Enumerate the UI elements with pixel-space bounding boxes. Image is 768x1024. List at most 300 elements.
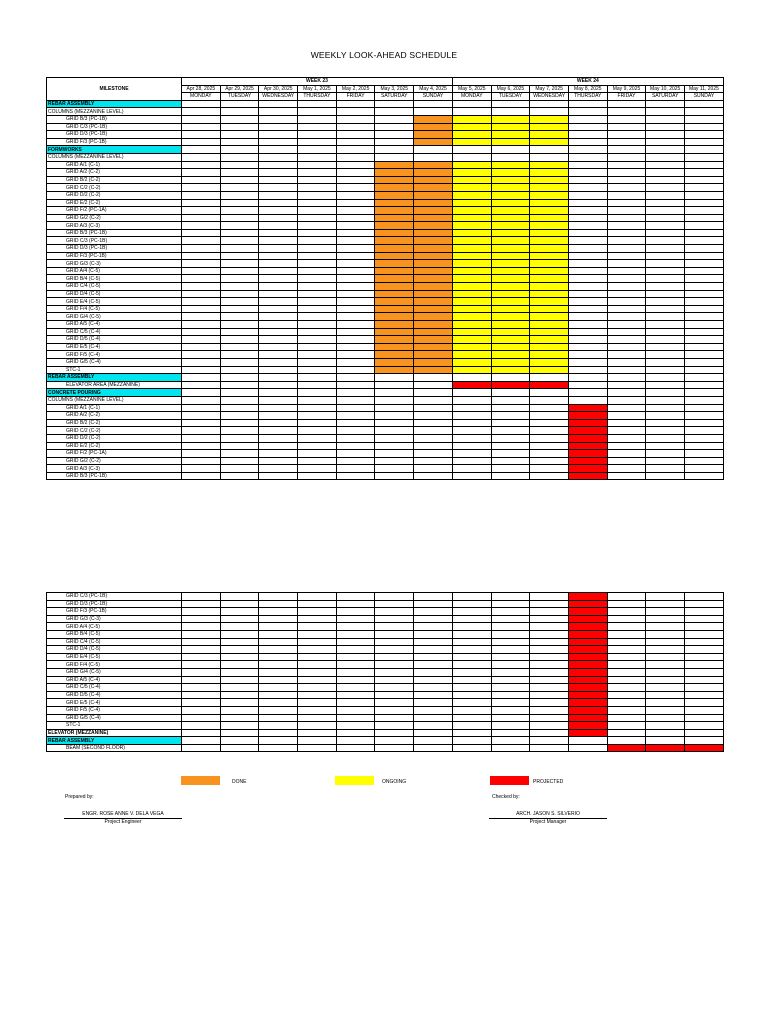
schedule-cell [491,744,530,752]
milestone-label: GRID D/5 (C-4) [47,336,182,344]
schedule-cell [491,442,530,450]
schedule-cell [414,661,453,669]
schedule-cell [414,404,453,412]
schedule-cell [568,744,607,752]
schedule-cell [491,283,530,291]
table-row [47,260,724,268]
schedule-cell [298,465,337,473]
schedule-cell [375,100,414,108]
schedule-cell [298,214,337,222]
schedule-cell [220,442,259,450]
schedule-cell [336,737,375,745]
schedule-cell [298,222,337,230]
schedule-cell [375,351,414,359]
schedule-cell [568,646,607,654]
section-label: REBAR ASSEMBLY [47,737,182,745]
schedule-cell [182,442,221,450]
schedule-cell [452,161,491,169]
milestone-label: GRID D/5 (C-4) [47,691,182,699]
schedule-cell [684,661,723,669]
schedule-cell [685,343,724,351]
schedule-cell [259,472,298,480]
schedule-cell [336,472,375,480]
schedule-cell [414,176,453,184]
schedule-cell [607,691,646,699]
schedule-cell [298,328,337,336]
schedule-cell [491,275,530,283]
schedule-cell [452,115,491,123]
schedule-cell [452,176,491,184]
schedule-cell [182,691,221,699]
schedule-cell [491,593,530,601]
schedule-cell [646,450,685,458]
section-label: REBAR ASSEMBLY [47,374,182,382]
schedule-cell [607,412,646,420]
schedule-cell [452,668,491,676]
schedule-cell [336,207,375,215]
schedule-cell [259,615,298,623]
table-row [47,450,724,458]
schedule-cell [414,245,453,253]
schedule-cell [491,668,530,676]
schedule-cell [298,396,337,404]
schedule-cell [336,298,375,306]
schedule-cell [646,714,685,722]
schedule-cell [298,646,337,654]
schedule-cell [375,630,414,638]
schedule-cell [298,336,337,344]
schedule-cell [375,427,414,435]
schedule-cell [182,260,221,268]
schedule-cell [607,653,646,661]
milestone-label: GRID C/5 (C-4) [47,328,182,336]
schedule-cell [568,661,607,669]
schedule-cell [182,699,221,707]
table-row [47,100,724,108]
schedule-cell [375,222,414,230]
table-row [47,381,724,389]
schedule-cell [646,252,685,260]
schedule-cell [375,608,414,616]
schedule-cell [298,457,337,465]
legend-ongoing-swatch [335,776,374,785]
schedule-cell [182,389,221,397]
schedule-cell [684,600,723,608]
schedule-cell [259,275,298,283]
schedule-cell [182,351,221,359]
schedule-cell [607,427,646,435]
schedule-cell [646,336,685,344]
schedule-cell [452,191,491,199]
schedule-cell [452,427,491,435]
schedule-cell [452,336,491,344]
schedule-cell [607,434,646,442]
schedule-cell [568,138,607,146]
schedule-cell [568,184,607,192]
schedule-cell [220,714,259,722]
schedule-cell [375,336,414,344]
schedule-cell [607,131,646,139]
schedule-cell [452,381,491,389]
schedule-cell [568,237,607,245]
schedule-cell [259,684,298,692]
schedule-cell [530,283,569,291]
schedule-cell [182,222,221,230]
schedule-cell [530,434,569,442]
schedule-cell [530,608,569,616]
table-row [47,237,724,245]
schedule-cell [452,600,491,608]
schedule-cell [646,305,685,313]
schedule-cell [336,600,375,608]
schedule-cell [259,381,298,389]
schedule-cell [414,283,453,291]
schedule-cell [259,457,298,465]
schedule-cell [220,267,259,275]
schedule-cell [530,237,569,245]
schedule-cell [491,737,530,745]
schedule-cell [375,623,414,631]
schedule-cell [646,691,685,699]
schedule-cell [568,222,607,230]
milestone-label: ELEVATOR (MEZZANINE) [47,729,182,737]
schedule-cell [646,184,685,192]
schedule-cell [568,207,607,215]
milestone-label: GRID C/3 (PC-1B) [47,237,182,245]
schedule-cell [259,623,298,631]
milestone-label: GRID F/5 (C-4) [47,706,182,714]
schedule-cell [220,343,259,351]
milestone-label: GRID F/4 (C-5) [47,305,182,313]
schedule-cell [220,100,259,108]
schedule-cell [491,404,530,412]
schedule-cell [646,176,685,184]
schedule-cell [530,214,569,222]
schedule-cell [491,237,530,245]
milestone-label: GRID F/5 (C-4) [47,351,182,359]
schedule-cell [414,691,453,699]
schedule-cell [182,313,221,321]
table-row [47,229,724,237]
schedule-cell [375,699,414,707]
schedule-cell [414,184,453,192]
schedule-cell [646,442,685,450]
schedule-cell [530,207,569,215]
schedule-cell [530,427,569,435]
schedule-cell [336,305,375,313]
schedule-cell [452,328,491,336]
schedule-cell [414,600,453,608]
schedule-cell [414,442,453,450]
milestone-label: GRID B/2 (C-2) [47,419,182,427]
schedule-cell [414,275,453,283]
schedule-cell [491,108,530,116]
schedule-cell [568,630,607,638]
schedule-cell [685,427,724,435]
schedule-cell [452,691,491,699]
schedule-cell [220,237,259,245]
schedule-cell [568,153,607,161]
schedule-cell [568,283,607,291]
schedule-cell [336,169,375,177]
schedule-cell [259,252,298,260]
table-row [47,343,724,351]
milestone-label: GRID C/3 (PC-1B) [47,123,182,131]
schedule-cell [220,184,259,192]
schedule-cell [568,608,607,616]
schedule-cell [530,615,569,623]
schedule-cell [375,245,414,253]
schedule-cell [375,442,414,450]
schedule-cell [259,100,298,108]
schedule-cell [182,661,221,669]
table-row [47,615,724,623]
schedule-cell [530,472,569,480]
schedule-cell [298,138,337,146]
schedule-cell [646,267,685,275]
schedule-cell [568,600,607,608]
milestone-label: GRID F/2 (PC-1A) [47,207,182,215]
schedule-cell [375,457,414,465]
table-row [47,623,724,631]
schedule-cell [607,267,646,275]
schedule-cell [298,638,337,646]
schedule-cell [452,313,491,321]
table-row [47,199,724,207]
schedule-cell [414,389,453,397]
schedule-cell [530,691,569,699]
schedule-cell [259,706,298,714]
table-row [47,275,724,283]
schedule-cell [259,176,298,184]
schedule-cell [530,722,569,730]
schedule-cell [685,153,724,161]
schedule-cell [414,169,453,177]
date-header: May 5, 2025 [452,85,491,93]
schedule-cell [568,229,607,237]
milestone-label: GRID D/3 (PC-1B) [47,245,182,253]
schedule-cell [646,222,685,230]
schedule-cell [414,676,453,684]
schedule-cell [491,290,530,298]
schedule-cell [375,138,414,146]
schedule-cell [182,176,221,184]
schedule-cell [491,630,530,638]
milestone-label: GRID A/3 (C-3) [47,222,182,230]
schedule-cell [182,100,221,108]
schedule-cell [685,131,724,139]
schedule-cell [530,343,569,351]
schedule-cell [685,146,724,154]
schedule-cell [568,351,607,359]
schedule-cell [684,676,723,684]
schedule-cell [452,222,491,230]
schedule-cell [182,237,221,245]
milestone-label: GRID E/4 (C-5) [47,298,182,306]
schedule-cell [298,366,337,374]
schedule-cell [298,229,337,237]
schedule-cell [220,623,259,631]
schedule-cell [530,366,569,374]
schedule-cell [685,434,724,442]
schedule-cell [530,653,569,661]
schedule-cell [298,684,337,692]
schedule-cell [452,593,491,601]
schedule-cell [220,169,259,177]
schedule-cell [336,153,375,161]
schedule-cell [298,706,337,714]
schedule-cell [336,419,375,427]
schedule-cell [607,630,646,638]
table-row [47,661,724,669]
schedule-cell [298,267,337,275]
schedule-cell [491,123,530,131]
schedule-cell [491,389,530,397]
schedule-cell [414,108,453,116]
schedule-cell [375,176,414,184]
schedule-cell [220,305,259,313]
schedule-cell [220,653,259,661]
milestone-label: GRID A/2 (C-2) [47,412,182,420]
schedule-cell [684,653,723,661]
schedule-cell [530,699,569,707]
schedule-cell [530,298,569,306]
schedule-cell [336,729,375,737]
schedule-cell [414,336,453,344]
schedule-cell [452,245,491,253]
schedule-cell [568,169,607,177]
schedule-cell [220,298,259,306]
schedule-cell [259,729,298,737]
table-row [47,684,724,692]
schedule-cell [452,661,491,669]
schedule-cell [530,153,569,161]
schedule-cell [259,676,298,684]
milestone-label: GRID B/3 (PC-1B) [47,472,182,480]
schedule-cell [607,737,646,745]
schedule-cell [298,260,337,268]
milestone-label: GRID F/3 (PC-1B) [47,608,182,616]
table-row [47,351,724,359]
schedule-cell [414,427,453,435]
schedule-cell [452,472,491,480]
schedule-cell [530,169,569,177]
schedule-cell [414,737,453,745]
date-header: May 9, 2025 [607,85,646,93]
table-row [47,442,724,450]
schedule-cell [568,176,607,184]
schedule-cell [607,404,646,412]
schedule-cell [491,706,530,714]
schedule-cell [685,374,724,382]
schedule-cell [607,176,646,184]
schedule-cell [568,638,607,646]
schedule-cell [607,457,646,465]
schedule-cell [259,691,298,699]
schedule-cell [646,608,685,616]
schedule-cell [646,237,685,245]
schedule-cell [336,222,375,230]
schedule-cell [182,638,221,646]
schedule-cell [607,153,646,161]
schedule-cell [336,699,375,707]
schedule-cell [684,646,723,654]
schedule-cell [607,668,646,676]
schedule-cell [220,608,259,616]
schedule-cell [336,267,375,275]
schedule-cell [607,207,646,215]
schedule-cell [375,600,414,608]
schedule-cell [414,313,453,321]
schedule-cell [336,252,375,260]
schedule-cell [530,108,569,116]
schedule-cell [568,245,607,253]
schedule-cell [491,646,530,654]
schedule-cell [491,191,530,199]
schedule-cell [685,161,724,169]
prepared-by-role: Project Engineer [104,819,142,825]
schedule-cell [375,305,414,313]
schedule-cell [375,465,414,473]
schedule-cell [182,138,221,146]
schedule-cell [220,450,259,458]
schedule-cell [259,199,298,207]
schedule-cell [336,336,375,344]
schedule-cell [375,146,414,154]
schedule-cell [336,131,375,139]
schedule-cell [452,351,491,359]
schedule-cell [607,260,646,268]
schedule-cell [182,245,221,253]
schedule-cell [530,412,569,420]
schedule-cell [685,396,724,404]
schedule-cell [646,457,685,465]
schedule-cell [491,267,530,275]
schedule-cell [685,328,724,336]
schedule-cell [259,313,298,321]
schedule-cell [336,366,375,374]
schedule-cell [491,615,530,623]
schedule-cell [298,321,337,329]
day-header: WEDNESDAY [259,93,298,101]
schedule-cell [646,358,685,366]
schedule-cell [607,184,646,192]
schedule-cell [646,744,685,752]
schedule-cell [375,184,414,192]
schedule-cell [182,108,221,116]
date-header: May 2, 2025 [336,85,375,93]
schedule-cell [452,199,491,207]
schedule-cell [685,366,724,374]
schedule-cell [530,222,569,230]
schedule-cell [491,207,530,215]
schedule-cell [530,305,569,313]
schedule-cell [375,161,414,169]
schedule-cell [336,115,375,123]
schedule-cell [568,737,607,745]
schedule-cell [336,358,375,366]
schedule-cell [182,290,221,298]
schedule-cell [414,358,453,366]
schedule-cell [414,608,453,616]
schedule-cell [375,434,414,442]
schedule-cell [568,275,607,283]
schedule-cell [259,267,298,275]
schedule-cell [375,191,414,199]
schedule-cell [182,381,221,389]
schedule-cell [298,252,337,260]
table-row [47,366,724,374]
